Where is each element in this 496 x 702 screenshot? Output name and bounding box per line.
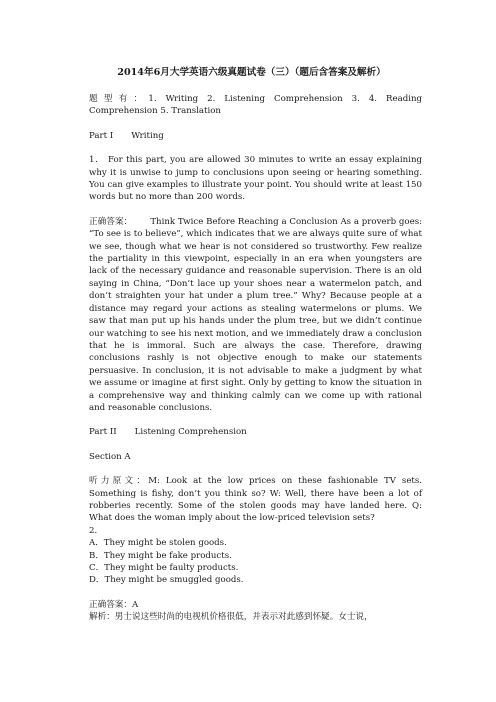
- part1-heading: [89, 130, 422, 142]
- option-a: A．They might be stolen goods.: [89, 538, 227, 549]
- part2-heading: [89, 426, 422, 438]
- answer-1-label: 正确答案：: [89, 216, 133, 227]
- question-1-text: 1． For this part, you are allowed 30 minutes to write an essay explaining why it is unwise to jump to conclusions upon seeing or hearing something. You can give examples to illustrate your point. You should write at least 150 words but no more than 200 words.: [89, 155, 422, 203]
- part2-label: Part II: [89, 427, 117, 438]
- question-types: 题型有：1. Writing 2. Listening Comprehension 3. 4. Reading Comprehension 5. Translation: [89, 94, 422, 117]
- option-d: D．They might be smuggled goods.: [89, 575, 244, 586]
- analysis-text: 解析：男士说这些时尚的电视机价格很低，并表示对此感到怀疑。女士说，: [89, 612, 373, 623]
- question-2-number: 2．: [89, 525, 104, 536]
- answer-2: 正确答案：A: [89, 599, 139, 610]
- section-a-heading: Section A: [89, 451, 131, 462]
- part1-name: Writing: [131, 130, 164, 141]
- part2-name: Listening Comprehension: [134, 427, 247, 438]
- document-content: [89, 66, 422, 624]
- answer-1-essay: Think Twice Before Reaching a Conclusion As a proverb goes: “To see is to believe”, which indicates that we are always quite sure of what we see, though what we hear is not considered so trustworthy. Few realize the partiality in this viewpoint, especially in an era when youngsters are lack of the necessary guidance and reasonable supervision. There is an old saying in China, “Don’t lace up your shoes near a watermelon patch, and don’t straighten your hat under a plum tree.” Why? Because people at a distance may regard your actions as stealing watermelons or plums. We saw that man put up his hands under the plum tree, but we didn’t continue our watching to see his next motion, and we immediately draw a conclusion that he is immoral. Such are always the case. Therefore, drawing conclusions rashly is not objective enough to make our statements persuasive. In conclusion, it is not advisable to make a judgment by what we assume or imagine at first sight. Only by getting to know the situation in a comprehensive way and thinking calmly can we come up with rational and reasonable conclusions.: [89, 216, 422, 413]
- document-title: 2014年6月大学英语六级真题试卷（三）（题后含答案及解析）: [117, 67, 386, 78]
- listening-transcript: 听力原文：M: Look at the low prices on these fashionable TV sets. Something is fishy, don’t you think so? W: Well, there have been a lot of robberies recently. Some of the stolen goods may have landed here. Q: What does the woman imply about the low-priced television sets?: [89, 476, 422, 524]
- option-b: B．They might be fake products.: [89, 550, 232, 561]
- answer-1: [89, 216, 422, 415]
- option-c: C．They might be faulty products.: [89, 563, 239, 573]
- part1-label: Part I: [89, 130, 114, 141]
